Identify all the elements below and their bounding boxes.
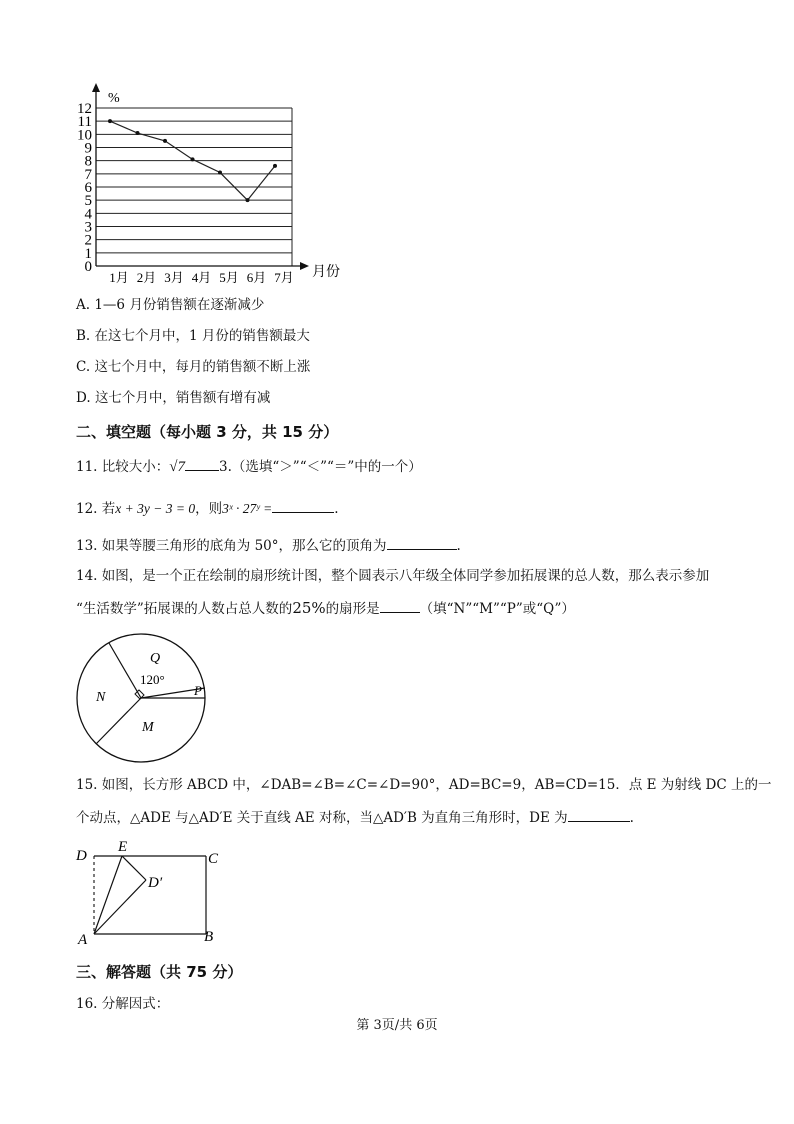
- y-tick-label: 7: [84, 166, 92, 183]
- y-tick-label: 0: [84, 259, 92, 275]
- question-15-line-1: 15. 如图，长方形 ABCD 中，∠DAB=∠B=∠C=∠D=90°，AD=BC=9，AB=CD=15．点 E 为射线 DC 上的一: [76, 777, 772, 793]
- y-tick-label: 8: [84, 153, 92, 170]
- sales-line-chart: [70, 78, 360, 288]
- sqrt-seven: √7: [169, 459, 186, 475]
- question-13: 13. 如果等腰三角形的底角为 50°，那么它的顶角为 .: [76, 535, 461, 555]
- page-footer: 第 3页/共 6页: [356, 1018, 438, 1033]
- x-tick-label: 7月: [274, 270, 294, 285]
- question-15-line-2: 个动点，△ADE 与△AD′E 关于直线 AE 对称，当△AD′B 为直角三角形时，DE 为 .: [76, 807, 634, 827]
- rectangle-figure: [72, 836, 232, 948]
- question-14-line-1: 14. 如图，是一个正在绘制的扇形统计图，整个圆表示八年级全体同学参加拓展课的总人数，那么表示参加: [76, 568, 710, 584]
- data-point: [108, 119, 112, 123]
- x-axis-label: 月份: [312, 265, 340, 280]
- chart-x-tick-labels: [109, 270, 294, 285]
- question-12: 12. 若x + 3y − 3 = 0，则3ˣ · 27ʸ = .: [76, 498, 339, 518]
- x-tick-label: 3月: [164, 270, 184, 285]
- answer-blank[interactable]: [380, 598, 420, 613]
- segment-ed-prime: [122, 856, 146, 880]
- y-tick-label: 5: [84, 193, 92, 210]
- option-c: C. 这七个月中，每月的销售额不断上涨: [76, 359, 311, 375]
- section-answer-title: 三、解答题（共 75 分）: [76, 963, 243, 981]
- y-tick-label: 10: [77, 127, 92, 144]
- pie-label-q: Q: [150, 651, 161, 666]
- option-d: D. 这七个月中，销售额有增有减: [76, 390, 271, 406]
- data-point: [273, 164, 277, 168]
- data-point: [191, 157, 195, 161]
- chart-axes: [92, 83, 309, 270]
- y-tick-label: 6: [84, 180, 92, 196]
- y-tick-label: 9: [84, 140, 92, 157]
- question-16: 16. 分解因式：: [76, 996, 170, 1012]
- answer-blank[interactable]: [387, 535, 457, 550]
- pie-label-n: N: [96, 690, 106, 705]
- chart-grid: [96, 108, 292, 266]
- data-point: [163, 139, 167, 143]
- segment-ad-prime: [94, 880, 146, 934]
- pie-label-m: M: [142, 720, 154, 735]
- y-axis-label: %: [108, 91, 120, 106]
- question-14-line-2: “生活数学”拓展课的人数占总人数的25%的扇形是 （填“N”“M”“P”或“Q”）: [76, 599, 575, 617]
- y-axis-arrow: [92, 83, 100, 92]
- pie-label-p: P: [194, 683, 202, 698]
- answer-blank[interactable]: [568, 807, 630, 822]
- point-label-d: D: [76, 848, 87, 864]
- y-tick-label: 12: [77, 101, 92, 117]
- pie-chart-figure: [74, 628, 214, 770]
- question-11: 11. 比较大小：√7 3.（选填“＞”“＜”“＝”中的一个）: [76, 456, 422, 476]
- point-label-e: E: [118, 839, 128, 855]
- point-label-c: C: [208, 851, 219, 867]
- x-tick-label: 5月: [219, 270, 239, 285]
- point-label-b: B: [204, 929, 214, 945]
- radius-line: [109, 643, 141, 698]
- y-tick-label: 3: [84, 219, 92, 236]
- point-label-d-prime: D′: [148, 875, 163, 891]
- y-tick-label: 11: [77, 114, 92, 131]
- data-point: [136, 131, 140, 135]
- option-a: A. 1—6 月份销售额在逐渐减少: [76, 297, 265, 313]
- point-label-a: A: [78, 932, 88, 948]
- x-tick-label: 6月: [246, 270, 267, 285]
- data-point: [218, 171, 222, 175]
- x-axis-arrow: [300, 262, 309, 270]
- segment-ae: [94, 856, 122, 934]
- y-tick-label: 1: [84, 245, 92, 262]
- x-tick-label: 4月: [191, 270, 212, 285]
- option-b: B. 在这七个月中，1 月份的销售额最大: [76, 328, 310, 344]
- x-tick-label: 1月: [109, 270, 129, 285]
- chart-y-tick-labels: [77, 101, 93, 275]
- y-tick-label: 2: [84, 232, 92, 249]
- data-point: [246, 198, 250, 202]
- answer-blank[interactable]: [185, 456, 219, 471]
- pie-label-angle: 120°: [140, 672, 165, 687]
- y-tick-label: 4: [84, 206, 92, 223]
- answer-blank[interactable]: [272, 498, 334, 513]
- x-tick-label: 2月: [136, 270, 157, 285]
- section-fill-in-title: 二、填空题（每小题 3 分，共 15 分）: [76, 423, 339, 441]
